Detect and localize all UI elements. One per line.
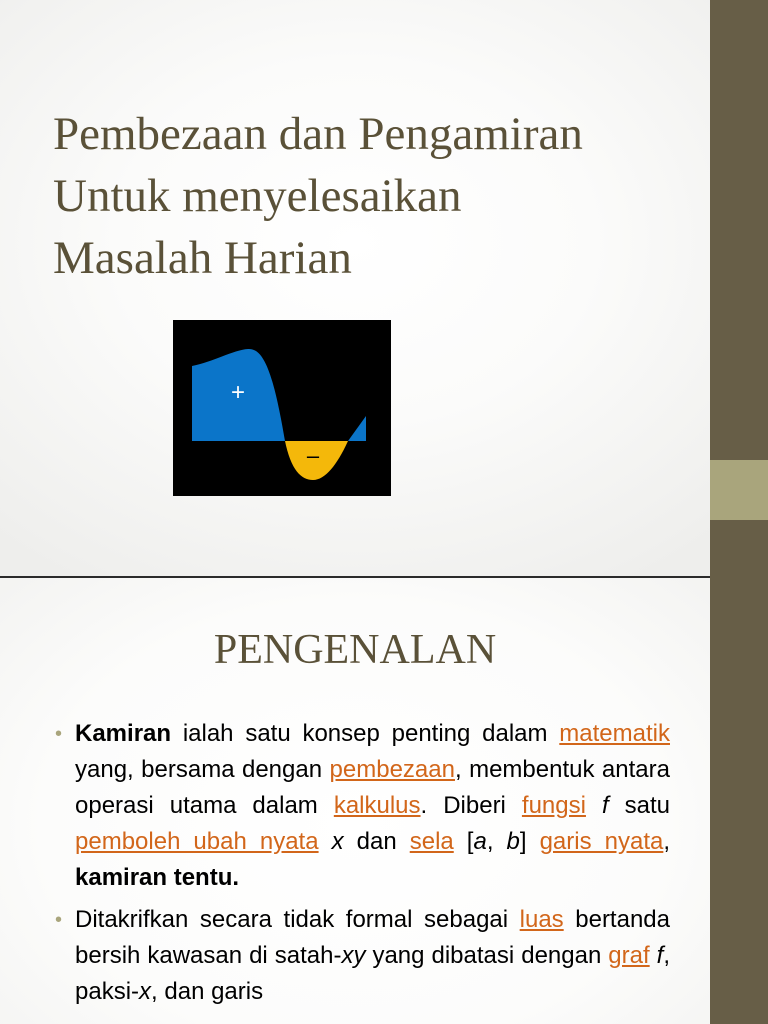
text-segment: ialah satu konsep penting dalam (171, 720, 560, 747)
title-line-1: Pembezaan dan Pengamiran (53, 108, 583, 160)
bullet-icon: • (55, 909, 63, 931)
term-kamiran-tentu: kamiran tentu. (75, 864, 240, 891)
text-segment: yang dibatasi dengan (365, 942, 609, 969)
link-garis-nyata[interactable]: garis nyata (539, 828, 664, 855)
variable-a: a (473, 828, 487, 855)
link-pemboleh-ubah-nyata[interactable]: pemboleh ubah nyata (75, 828, 319, 855)
text-segment: dan (343, 828, 410, 855)
text-segment: , (486, 828, 507, 855)
slide-title (53, 103, 693, 289)
section-heading: PENGENALAN (213, 627, 497, 673)
bullet-icon: • (55, 723, 63, 745)
integral-area-graph (173, 320, 391, 496)
link-pembezaan[interactable]: pembezaan (329, 756, 455, 783)
variable-x: x (331, 828, 344, 855)
text-segment: . Diberi (420, 792, 522, 819)
term-kamiran: Kamiran (75, 720, 172, 747)
minus-sign: – (306, 443, 320, 468)
title-line-2: Untuk menyelesaikan (53, 170, 462, 222)
link-matematik[interactable]: matematik (559, 720, 670, 747)
text-segment (586, 792, 602, 819)
text-segment: , membentuk antara operasi utama dalam (75, 756, 670, 819)
link-graf[interactable]: graf (608, 942, 650, 969)
variable-x: x (139, 978, 152, 1005)
text-segment: , dan garis (151, 978, 264, 1005)
link-sela[interactable]: sela (409, 828, 454, 855)
link-luas[interactable]: luas (519, 906, 564, 933)
text-segment (650, 942, 657, 969)
plus-sign: + (230, 379, 246, 406)
integral-area-figure (173, 320, 391, 496)
text-segment: , paksi- (75, 942, 670, 1005)
side-decoration-accent (710, 460, 768, 520)
text-segment: , (663, 828, 671, 855)
variable-xy: xy (341, 942, 366, 969)
text-segment (319, 828, 332, 855)
positive-area-right (348, 416, 366, 441)
title-line-3: Masalah Harian (53, 232, 352, 284)
bullet-item-1 (55, 716, 670, 896)
link-kalkulus[interactable]: kalkulus (333, 792, 421, 819)
text-segment: Ditakrifkan secara tidak formal sebagai (75, 906, 520, 933)
variable-f: f (656, 942, 664, 969)
text-segment: bertanda bersih kawasan di satah- (75, 906, 670, 969)
link-fungsi[interactable]: fungsi (521, 792, 586, 819)
variable-f: f (601, 792, 609, 819)
text-segment: ] (519, 828, 540, 855)
text-segment: yang, bersama dengan (75, 756, 330, 783)
text-segment: [ (453, 828, 474, 855)
variable-b: b (506, 828, 520, 855)
bullet-list (55, 716, 670, 1016)
text-segment: satu (608, 792, 671, 819)
bullet-item-2 (55, 902, 670, 1010)
